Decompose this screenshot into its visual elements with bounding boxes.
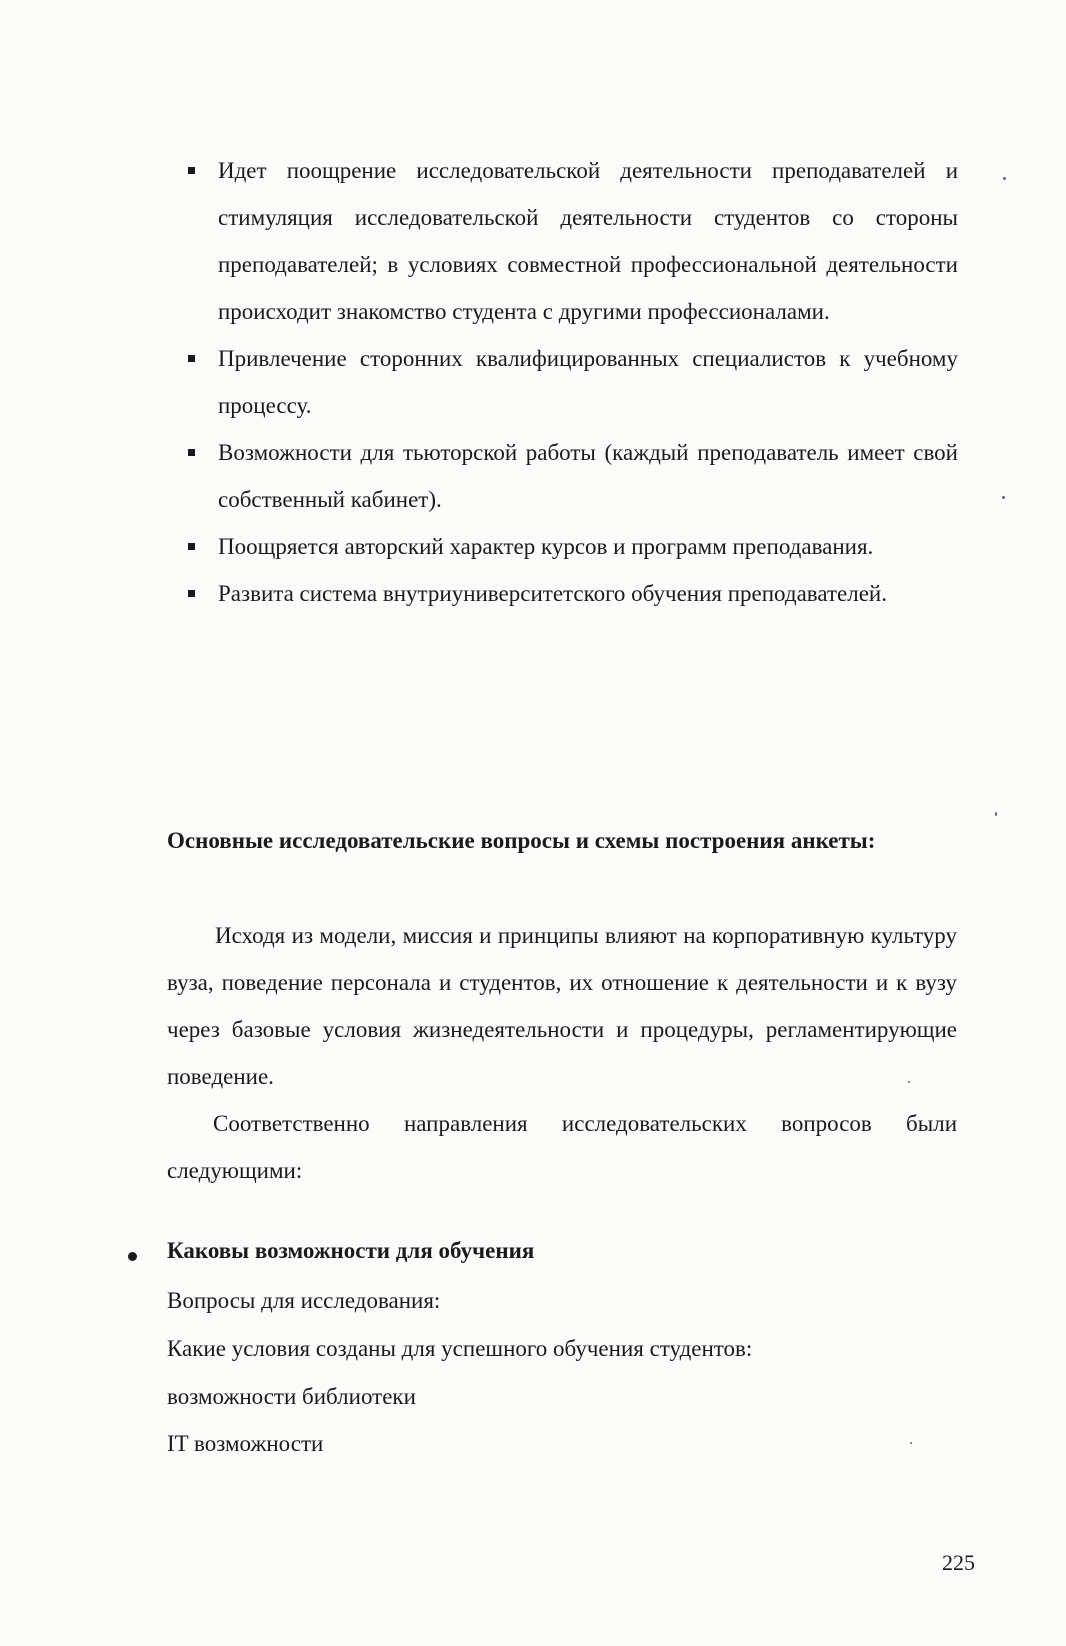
- text-line: Какие условия созданы для успешного обучения студентов:: [167, 1336, 753, 1361]
- square-bullet-icon: [188, 543, 195, 550]
- text-line: IT возможности: [167, 1431, 324, 1456]
- list-item: [188, 523, 958, 570]
- scan-speck: [1003, 177, 1006, 180]
- list-item: [188, 429, 958, 523]
- list-item-text: Поощряется авторский характер курсов и программ преподавания.: [218, 534, 874, 559]
- text-line: возможности библиотеки: [167, 1384, 416, 1409]
- body-paragraph: Исходя из модели, миссия и принципы влияют на корпоративную культуру вуза, поведение персонала и студентов, их отношение к деятельности и к вузу через базовые условия жизнедеятельности и процедуры, регламентирующие поведение.: [167, 923, 957, 1089]
- round-bullet-icon: [128, 1252, 137, 1261]
- list-item: [188, 335, 958, 429]
- list-item-text: Развита система внутриуниверситетского обучения преподавателей.: [218, 581, 887, 606]
- list-item-text: Идет поощрение исследовательской деятельности преподавателей и стимуляция исследовательской деятельности студентов со стороны преподавателей; в условиях совместной профессиональной деятельности происходит знакомство студента с другими профессионалами.: [218, 158, 958, 324]
- scan-speck: [995, 812, 997, 816]
- square-bullet-icon: [188, 449, 195, 456]
- list-item: [188, 570, 958, 617]
- text-line: Вопросы для исследования:: [167, 1288, 441, 1313]
- square-bullet-icon: [188, 590, 195, 597]
- scan-speck: [908, 1081, 910, 1083]
- square-bullet-icon: [188, 167, 195, 174]
- list-item-text: Возможности для тьюторской работы (каждый преподаватель имеет свой собственный кабинет).: [218, 440, 958, 512]
- square-bullet-icon: [188, 355, 195, 362]
- section-heading: Основные исследовательские вопросы и схемы построения анкеты:: [167, 828, 876, 853]
- page-number: 225: [942, 1550, 975, 1575]
- list-item-text: Привлечение сторонних квалифицированных специалистов к учебному процессу.: [218, 346, 958, 418]
- scan-speck: [1002, 496, 1005, 499]
- list-item: [188, 147, 958, 335]
- square-bullet-list: [188, 147, 958, 617]
- body-paragraph: Соответственно направления исследовательских вопросов были следующими:: [167, 1111, 957, 1183]
- scan-speck: [910, 1442, 912, 1444]
- bullet-section-title: Каковы возможности для обучения: [167, 1238, 535, 1263]
